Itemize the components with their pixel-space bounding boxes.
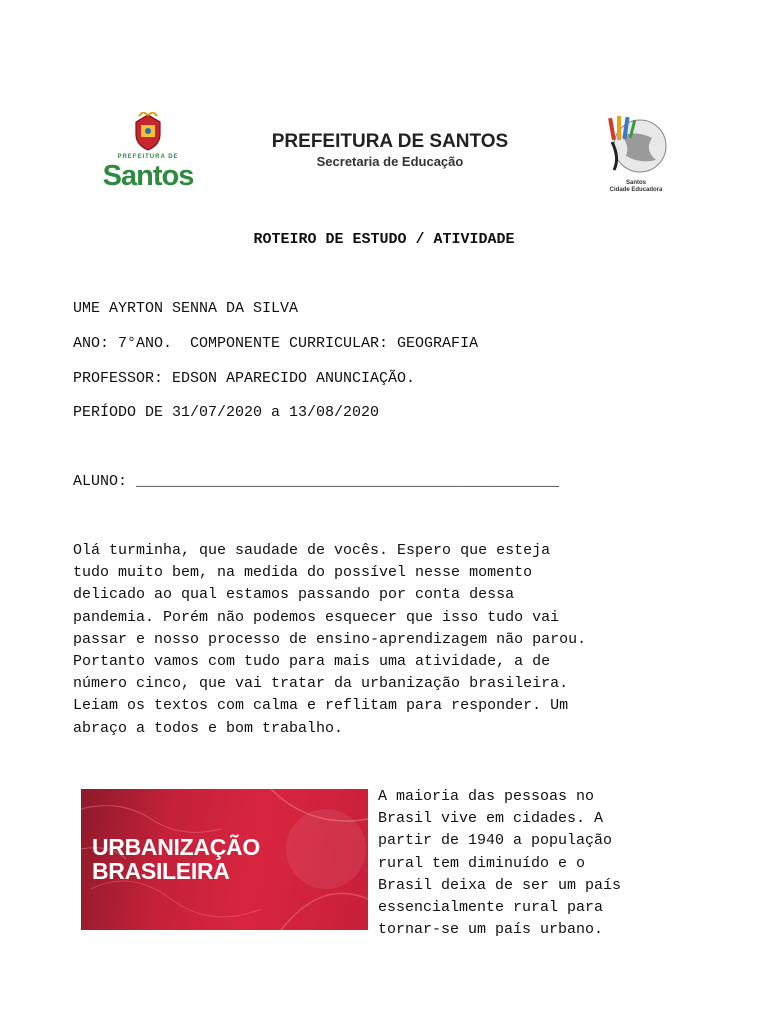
document-heading: ROTEIRO DE ESTUDO / ATIVIDADE: [253, 231, 515, 248]
header-title: PREFEITURA DE SANTOS: [271, 131, 509, 152]
teacher-line: PROFESSOR: EDSON APARECIDO ANUNCIAÇÃO.: [73, 370, 416, 387]
prefeitura-santos-logo: [96, 112, 200, 196]
year-component-line: ANO: 7°ANO. COMPONENTE CURRICULAR: GEOGRAFIA: [73, 335, 479, 352]
cidade-educadora-logo: [596, 112, 676, 200]
urbanizacao-banner-image: [81, 789, 368, 930]
logo-caption-line2: Cidade Educadora: [609, 187, 663, 193]
banner-title-line2: BRASILEIRA: [92, 858, 230, 884]
banner-title-line1: URBANIZAÇÃO: [92, 834, 260, 860]
city-crest-icon: [130, 112, 166, 152]
logo-caption-line1: Santos: [625, 180, 646, 186]
intro-paragraph: Olá turminha, que saudade de vocês. Espero que esteja tudo muito bem, na medida do possível nesse momento delicado ao qual estamos passando por conta dessa pandemia. Porém não podemos esquecer que isso tudo vai passar e nosso processo de ensino-aprendizagem não parou. Portanto vamos com tudo para mais uma atividade, a de número cinco, que vai tratar da urbanização brasileira. Leiam os textos com calma e reflitam para responder. Um abraço a todos e bom trabalho.: [73, 542, 587, 737]
header-subtitle: Secretaria de Educação: [316, 154, 464, 169]
logo-small-text: PREFEITURA DE: [117, 154, 179, 160]
student-name-field[interactable]: ALUNO: _______________________________________________: [73, 473, 560, 490]
school-line: UME AYRTON SENNA DA SILVA: [73, 300, 299, 317]
logo-caption: [596, 180, 676, 194]
logo-wordmark: Santos: [102, 160, 194, 192]
period-line: PERÍODO DE 31/07/2020 a 13/08/2020: [73, 404, 380, 421]
urbanization-text: A maioria das pessoas no Brasil vive em cidades. A partir de 1940 a população rural tem diminuído e o Brasil deixa de ser um país essencialmente rural para tornar-se um país urbano.: [378, 788, 622, 939]
banner-title: [92, 835, 260, 883]
globe-hands-icon: [596, 112, 676, 178]
